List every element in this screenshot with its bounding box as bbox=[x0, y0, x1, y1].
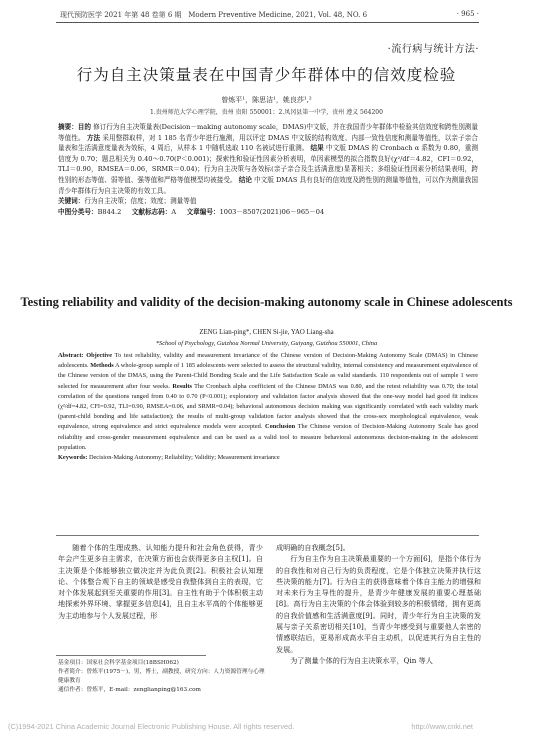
journal-name-en: Modern Preventive Medicine, 2021, Vol. 48, NO. 6 bbox=[188, 11, 368, 19]
authors-en: ZENG Lian-ping*, CHEN Si-jie, YAO Liang-sha bbox=[199, 329, 334, 336]
header-rule bbox=[56, 22, 479, 23]
body-column-left bbox=[58, 542, 263, 621]
running-header bbox=[60, 10, 480, 20]
author-note: 作者简介：曾炼平(1975－)，男，博士，副教授，研究方向：人力资源管理与心理健康教育 bbox=[58, 669, 265, 684]
affiliation-cn: 1.贵州师范大学心理学院，贵州 贵阳 550001；2.凤冈县第一中学，贵州 遵义 564200 bbox=[150, 109, 383, 116]
body-paragraph: 成明确的自我概念[5]。 bbox=[276, 543, 350, 552]
article-number-label: 文章编号： bbox=[186, 207, 220, 216]
footnotes bbox=[58, 659, 268, 695]
journal-name-cn: 现代预防医学 2021 年第 48 卷第 6 期 bbox=[60, 11, 182, 19]
method-cn: 采用整群取样，对 1 185 名青少年进行施测，用以评定 DMAS 中文版的结构效度、内部一致性信度和测量等值性，以亲子亲合量表和生活满意度量表为效标，4 周后，从样本 1 中随机选取 110 名被试进行重测。 bbox=[58, 133, 478, 153]
clc-number: B844.2 bbox=[97, 207, 122, 216]
keywords-cn-label: 关键词： bbox=[58, 197, 85, 206]
keywords-en: Decision-Making Autonomy; Reliability; Validity; Measurement invariance bbox=[88, 454, 280, 462]
keywords-en-label: Keywords: bbox=[58, 454, 88, 462]
objective-cn-label: 目的 bbox=[77, 123, 91, 131]
affiliation-en: *School of Psychology, Guizhou Normal University, Guiyang, Guizhou 550001, China bbox=[155, 340, 378, 347]
footnote-rule bbox=[56, 655, 206, 656]
method-cn-label: 方法 bbox=[86, 133, 101, 142]
title-cn: 行为自主决策量表在中国青少年群体中的信效度检验 bbox=[76, 66, 457, 84]
results-en: The Cronbach alpha coefficient of the Chinese DMAS was 0.80, and the retest reliability was 0.70; the total correlation of the questions ranged from 0.40 to 0.70 (P<0.001); exploratory and validation factor analysis showed that the one-way model had good fit indices (χ²/df=4.82, CFI=0.92, TLI=0.90, RMSEA=0.06, and SRMR=0.04); behavioral autonomous decision making was significantly correlated with each validity mark (parent-child bonding and life satisfaction); the results of multi-group validation factor analysis showed that the cross-sex morphological equivalence, weak equivalence, strong equivalence and strict equivalence models were accepted. bbox=[58, 382, 478, 431]
body-column-right bbox=[276, 542, 481, 666]
footer-url[interactable]: http://www.cnki.net bbox=[411, 722, 473, 731]
section-label: ·流行病与统计方法· bbox=[387, 44, 479, 55]
authors-cn: 曾炼平¹，陈思洁¹，姚良莎¹,² bbox=[221, 96, 312, 104]
methods-en-label: Methods bbox=[90, 362, 114, 370]
objective-en: To test reliability, validity and measurement invariance of the Chinese version of Decision-Making Autonomy Scale (DMAS) in Chinese adolescents. bbox=[58, 352, 478, 370]
abstract-en bbox=[58, 351, 478, 463]
abstract-divider bbox=[56, 535, 479, 536]
body-paragraph: 为了测量个体的行为自主决策水平，Qin 等人 bbox=[290, 655, 433, 665]
fund-note: 基金项目：国家社会科学基金项目(18BSH062) bbox=[58, 660, 179, 666]
abstract-en-label: Abstract: bbox=[58, 352, 84, 359]
doc-code-label: 文献标志码： bbox=[131, 207, 172, 216]
page-number: · 965 · bbox=[456, 10, 479, 18]
body-paragraph: 行为自主作为自主决策最重要的一个方面[6]，是指个体行为的自我性和对自己行为的负责程度，它是个体独立决策并执行这些决策的能力[7]。行为自主的获得意味着个体自主能力的增强和对未来行为主导性的提升，是青少年健康发展的重要心理基础[8]。高行为自主决策的个体会体验到较多的积极情绪，拥有更高的自我价值感和生活满意度[9]。同时，青少年行为自主决策的发展与亲子关系密切相关[10]，当青少年感受到与重要他人亲密的情感联结后，更易形成高水平自主动机，以促进其行为自主性的发展。 bbox=[276, 554, 481, 654]
objective-cn: 修订行为自主决策量表(Decision－making autonomy scale，DMAS)中文版，并在我国青少年群体中检验其信效度和跨性别测量等值性。 bbox=[58, 123, 478, 142]
results-en-label: Results bbox=[172, 382, 192, 390]
keywords-cn: 行为自主决策；信度；效度；测量等值 bbox=[84, 197, 197, 206]
abstract-cn-label: 摘要： bbox=[58, 123, 78, 131]
body-paragraph: 随着个体的生理成熟、认知能力提升和社会角色获得，青少年会产生更多自主需求，在决策方面也会获得更多自主权[1]。自主决策是个体能够独立做决定并为此负责[2]。积极社会认知理论、个体整合观下自主的领域是感受自我整体到自主的表现，它对个体发展起到至关重要的作用[3]。自主性有助于个体积极主动地探索外界环境、掌握更多信息[4]，且自主水平高的个体能够更为主动地参与个人发展过程，形 bbox=[58, 543, 263, 620]
conclusion-cn: 中文版 DMAS 具有良好的信效度及跨性别的测量等值性，可以作为测量我国青少年群体行为自主决策的有效工具。 bbox=[58, 175, 479, 195]
correspondence-note: 通信作者：曾炼平，E-mail：zenglianping@163.com bbox=[58, 687, 201, 693]
copyright-footer: (C)1994-2021 China Academic Journal Electronic Publishing House. All rights reserved. bbox=[8, 722, 295, 731]
conclusion-en-label: Conclusion bbox=[265, 423, 296, 431]
abstract-cn bbox=[58, 122, 478, 217]
objective-en-label: Objective bbox=[86, 352, 113, 359]
article-number: 1003－8507(2021)06－965－04 bbox=[219, 207, 325, 216]
result-cn: 中文版 DMAS 的 Cronbach α 系数为 0.80，重测信度为 0.70；题总相关为 0.40～0.70(P＜0.001)；探索性和验证性因素分析表明，单因素模型的拟合指数良好(χ²/df＝4.82，CFI＝0.92，TLI＝0.90，RMSEA＝0.06，SRMR＝0.04)；行为自主决策与各效标(亲子亲合及生活满意度)显著相关；多组验证性因素分析结果表明，跨性别的形态等值、弱等值、强等值和严格等值模型均被接受。 bbox=[58, 144, 478, 184]
title-en: Testing reliability and validity of the decision-making autonomy scale in Chinese adolescents bbox=[20, 295, 513, 309]
methods-en: A whole-group sample of 1 185 adolescents were selected to assess the structural validity, internal consistency and measurement equivalence of the Chinese version of the DMAS, using the Parent-Child Bonding Scale and the Life Satisfaction Scale as valid standards. 110 respondents out of sample 1 were selected for measurement after four weeks. bbox=[58, 362, 479, 390]
conclusion-en: The Chinese version of Decision-Making Autonomy Scale has good reliability and cross-gender measurement equivalence and can be used as a valid tool to measure behavioral autonomous decision-making in the adolescent population. bbox=[58, 423, 479, 451]
result-cn-label: 结果 bbox=[310, 144, 324, 153]
conclusion-cn-label: 结论 bbox=[238, 175, 252, 184]
doc-code: A bbox=[171, 207, 177, 216]
clc-label: 中图分类号： bbox=[58, 207, 98, 216]
